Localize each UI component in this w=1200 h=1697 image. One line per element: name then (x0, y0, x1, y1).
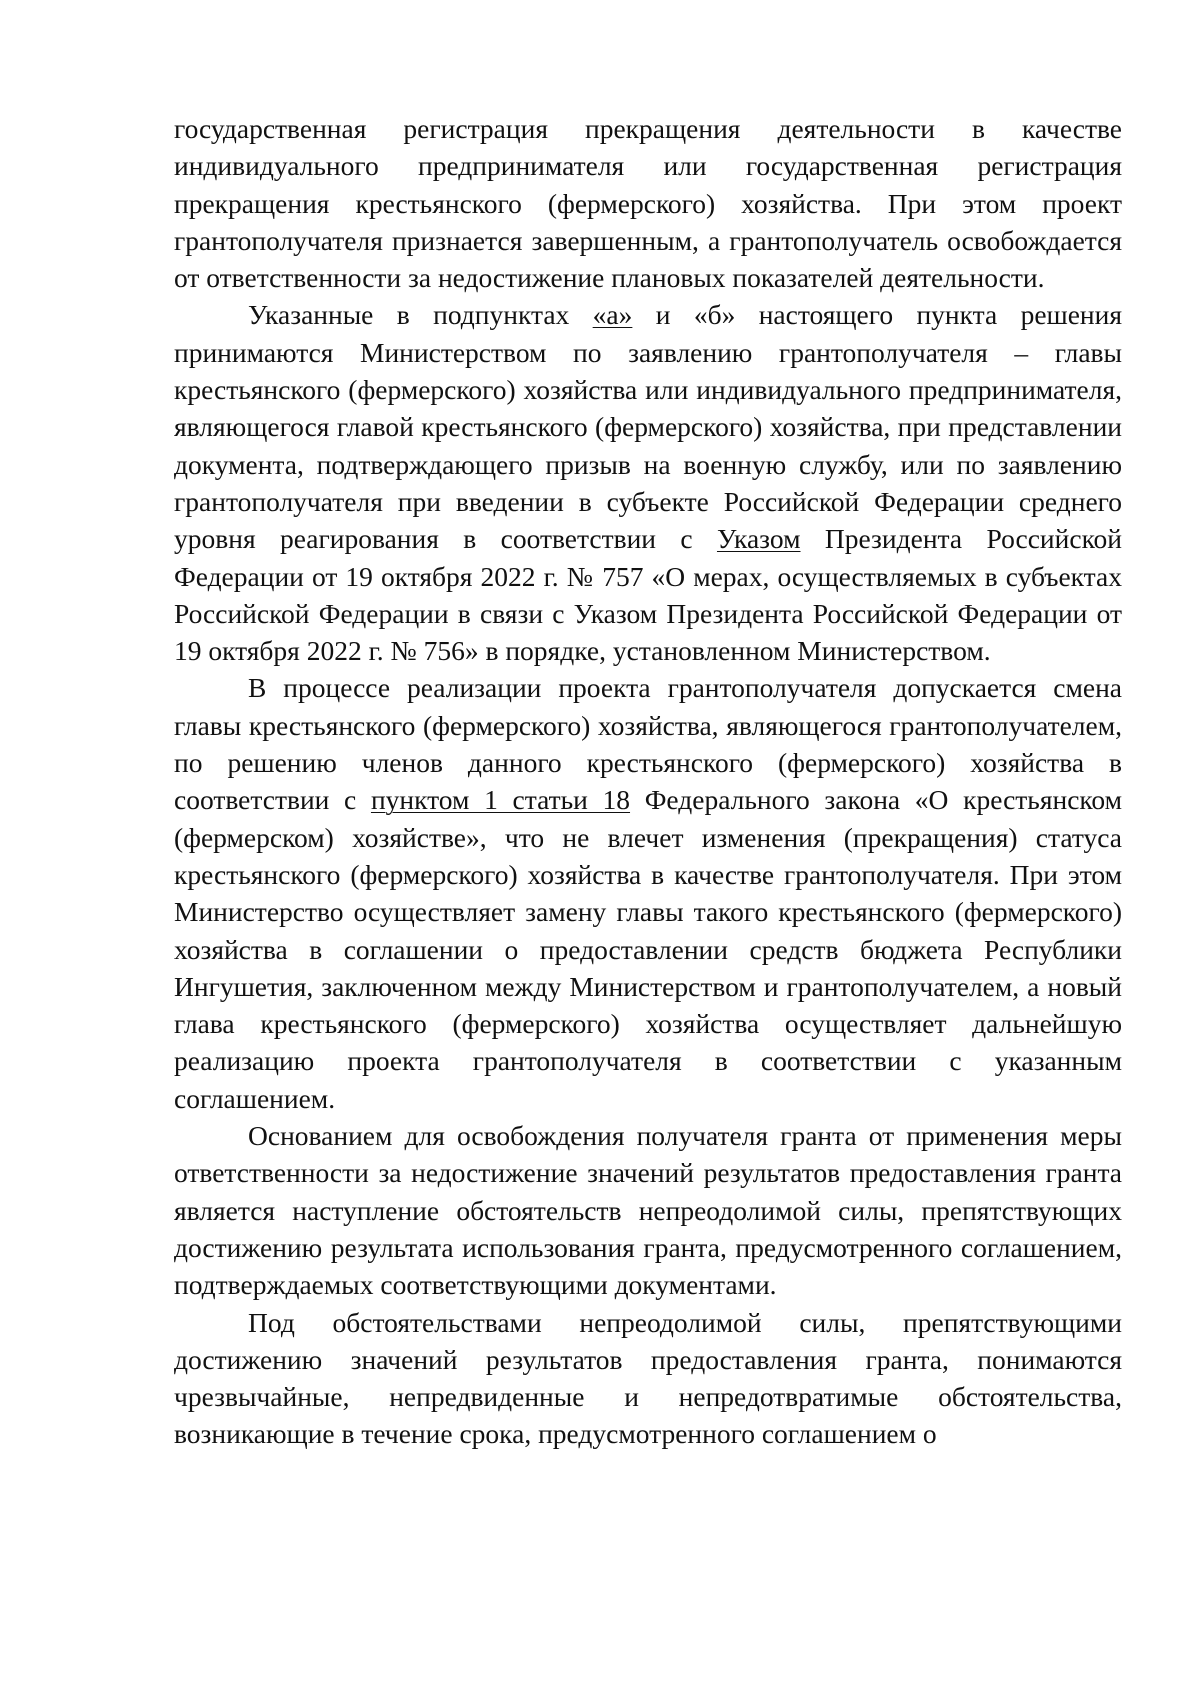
subparagraph-a-link[interactable]: «а» (592, 299, 633, 331)
paragraph-5-text: Под обстоятельствами непреодолимой силы, препятствующими достижению значений результатов предоставления гранта, понимаются чрезвычайные, непредвиденные и непредотвратимые обстоятельства, возникающие в течение срока, предусмотренного соглашением о (174, 1306, 1122, 1450)
paragraph-3-text-part-2: Федерального закона «О крестьянском (фермерском) хозяйстве», что не влечет изменения (прекращения) статуса крестьянского (фермерского) хозяйства в качестве грантополучателя. При этом Министерство осуществляет замену главы такого крестьянского (фермерского) хозяйства в соглашении о предоставлении средств бюджета Республики Ингушетия, заключенном между Министерством и грантополучателем, а новый глава крестьянского (фермерского) хозяйства осуществляет дальнейшую реализацию проекта грантополучателя в соответствии с указанным соглашением. (174, 784, 1123, 1114)
article-18-link[interactable]: пунктом 1 статьи 18 (370, 784, 631, 816)
paragraph-2-text-part-3: Президента Российской Федерации от 19 октября 2022 г. № 757 «О мерах, осуществляемых в субъектах Российской Федерации в связи с Указом Президента Российской Федерации от 19 октября 2022 г. № 756» в порядке, установленном Министерством. (174, 523, 1122, 667)
paragraph-1-text: государственная регистрация прекращения деятельности в качестве индивидуального предпринимателя или государственная регистрация прекращения крестьянского (фермерского) хозяйства. При этом проект грантополучателя признается завершенным, а грантополучатель освобождается от ответственности за недостижение плановых показателей деятельности. (174, 113, 1122, 294)
paragraph-3-text-part-1: В процессе реализации проекта грантополучателя допускается смена главы крестьянского (фермерского) хозяйства, являющегося грантополучателем, по решению членов данного крестьянского (фермерского) хозяйства в соответствии с (174, 672, 1122, 816)
paragraph-2-text-part-1: Указанные в подпунктах (248, 299, 593, 331)
paragraph-2 (174, 296, 1122, 669)
paragraph-5 (174, 1304, 1122, 1453)
paragraph-1 (174, 110, 1122, 296)
decree-link[interactable]: Указом (716, 523, 801, 555)
paragraph-4-text: Основанием для освобождения получателя гранта от применения меры ответственности за недостижение значений результатов предоставления гранта является наступление обстоятельств непреодолимой силы, препятствующих достижению результата использования гранта, предусмотренного соглашением, подтверждаемых соответствующими документами. (174, 1120, 1122, 1301)
paragraph-3 (174, 669, 1122, 1117)
paragraph-4 (174, 1117, 1122, 1303)
paragraph-2-text-part-2: и «б» настоящего пункта решения принимаются Министерством по заявлению грантополучателя – главы крестьянского (фермерского) хозяйства или индивидуального предпринимателя, являющегося главой крестьянского (фермерского) хозяйства, при представлении документа, подтверждающего призыв на военную службу, или по заявлению грантополучателя при введении в субъекте Российской Федерации среднего уровня реагирования в соответствии с (174, 299, 1122, 555)
document-page (174, 110, 1122, 1453)
